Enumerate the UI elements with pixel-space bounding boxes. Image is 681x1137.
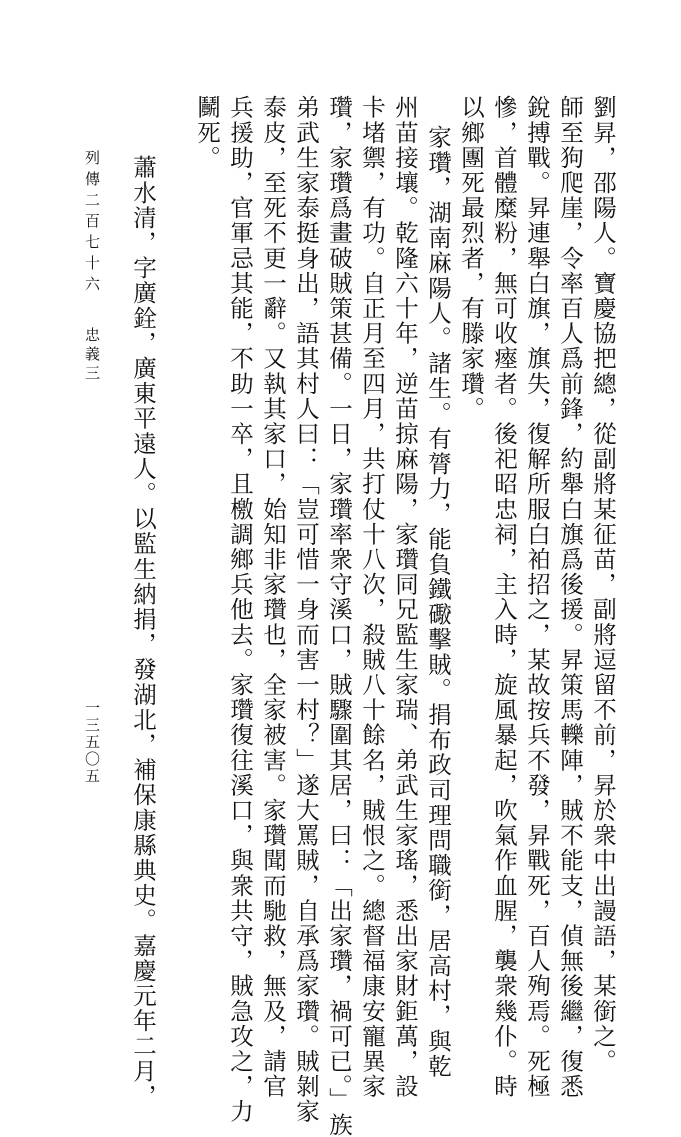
text-column-7: 州苗接壤。乾隆六十年，逆苗掠麻陽，家瓚同兄監生家瑞、弟武生家瑤，悉出家財鉅萬，設	[391, 95, 419, 1099]
text-column-12: 兵援助，官軍忌其能，不助一卒，且檄調鄉兵他去。家瓚復往溪口，與衆共守，賊急攻之，力	[226, 95, 254, 1125]
text-column-3: 銳搏戰。昇連舉白旗，旗失，復解所服白袙招之，某故按兵不發，昇戰死，百人殉焉。死極	[523, 95, 551, 1099]
text-column-14: 蕭水清，字廣銓，廣東平遠人。以監生納捐，發湖北，補保康縣典史。嘉慶元年二月，	[129, 155, 157, 1109]
text-column-13: 鬭死。	[193, 95, 221, 171]
text-column-8: 卡堵禦，有功。自正月至四月，共打仗十八次，殺賊八十餘名，賊恨之。總督福康安寵異家	[358, 95, 386, 1099]
page-number: 一三五〇五	[83, 700, 101, 785]
text-column-9: 瓚，家瓚爲畫破賊策甚備。一日，家瓚率衆守溪口，賊驟圍其居，曰：「出家瓚，禍可已。」族	[325, 95, 353, 1137]
text-column-10: 弟武生家泰挺身出，語其村人曰：「豈可惜一身而害一村？」遂大罵賊，自承爲家瓚。賊剝家	[292, 95, 320, 1125]
text-column-11: 泰皮，至死不更一辭。又執其家口，始知非家瓚也，全家被害。家瓚聞而馳救，無及，請官	[259, 95, 287, 1099]
running-header-title: 列傳二百七十六	[83, 150, 101, 297]
text-column-6: 家瓚，湖南麻陽人。諸生。有膂力，能負鐵礮擊賊。捐布政司理問職銜，居高村，與乾	[424, 125, 452, 1079]
text-column-5: 以鄉團死最烈者，有滕家瓚。	[457, 95, 485, 422]
text-column-2: 師至狗爬崖，令率百人爲前鋒，約舉白旗爲後援。昇策馬轢陣，賊不能支，偵無後繼，復悉	[556, 95, 584, 1099]
running-header-section: 忠義三	[83, 327, 101, 384]
text-column-1: 劉昇，邵陽人。寶慶協把總，從副將某征苗，副將逗留不前，昇於衆中出謾語，某銜之。	[589, 95, 617, 1074]
text-column-4: 慘，首體糜粉，無可收瘞者。後祀昭忠祠，主入時，旋風暴起，吹氣作血腥，襲衆幾仆。時	[490, 95, 518, 1099]
